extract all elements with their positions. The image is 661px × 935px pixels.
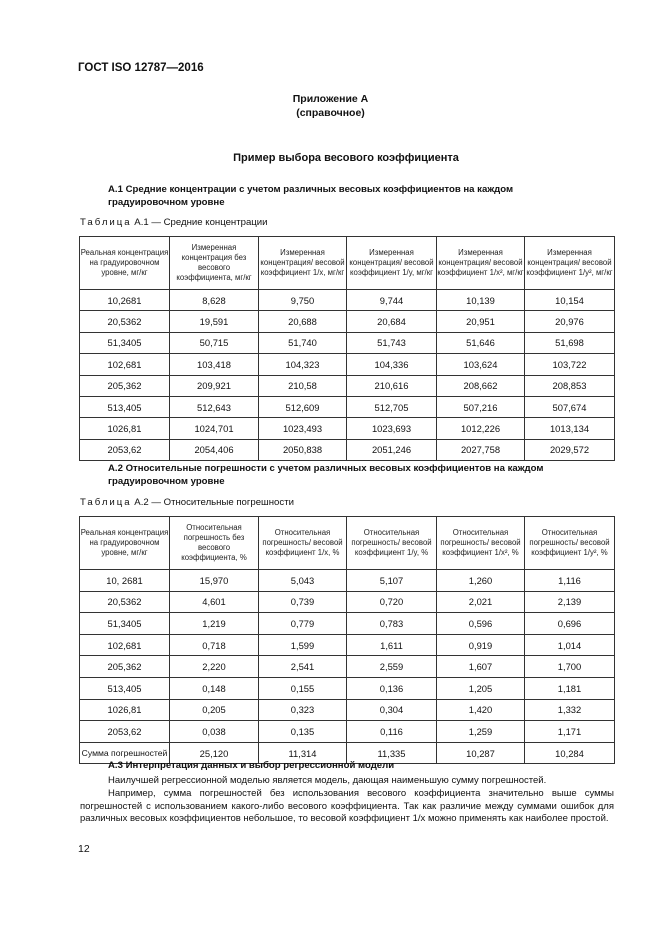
table-a2-cell: 15,970 — [170, 570, 259, 592]
table-a1-cell: 104,323 — [259, 354, 347, 375]
table-a2-cell: 0,148 — [170, 677, 259, 699]
table-a2-cell: 1,420 — [437, 699, 525, 721]
table-a2-header: Реальная концентрация на градуировочном уровне, мг/кг — [80, 517, 170, 570]
annex-subtitle: (справочное) — [296, 107, 365, 119]
table-a1-row — [80, 375, 615, 396]
section-a3-heading: А.3 Интерпретация данных и выбор регрессионной модели — [108, 760, 395, 771]
table-a1-cell: 2054,406 — [170, 439, 259, 460]
table-a1-header: Измеренная концентрация/ весовой коэффициент 1/x, мг/кг — [259, 237, 347, 290]
table-a1-cell: 10,2681 — [80, 290, 170, 311]
table-a1-cell: 2029,572 — [525, 439, 615, 460]
table-a1-cell: 1023,693 — [347, 418, 437, 439]
table-a1-body — [80, 290, 615, 461]
table-a2-cell: 1,259 — [437, 721, 525, 743]
table-a2-cell: 513,405 — [80, 677, 170, 699]
table-a2-cell: 1,171 — [525, 721, 615, 743]
table-a2-cell: 2,541 — [259, 656, 347, 678]
table-a2-cell: 2,220 — [170, 656, 259, 678]
paragraph-conclusion-text: Наилучшей регрессионной моделью является модель, дающая наименьшую сумму погрешностей. — [108, 775, 547, 786]
table-a1-cell: 1012,226 — [437, 418, 525, 439]
table-a2-cell: 0,323 — [259, 699, 347, 721]
table-a2-cell: 0,596 — [437, 613, 525, 635]
table-a1-cell: 102,681 — [80, 354, 170, 375]
table-a1-header: Измеренная концентрация/ весовой коэффициент 1/x², мг/кг — [437, 237, 525, 290]
table-a2-row — [80, 699, 615, 721]
table-a2-cell: 1,181 — [525, 677, 615, 699]
table-a1-cell: 8,628 — [170, 290, 259, 311]
table-a2-cell: 20,5362 — [80, 591, 170, 613]
table-a1-cell: 20,951 — [437, 311, 525, 332]
table-a2-row — [80, 656, 615, 678]
table-a2-caption-text: А.2 — Относительные погрешности — [134, 497, 294, 508]
table-a2-cell: 0,779 — [259, 613, 347, 635]
table-a2-cell: 0,696 — [525, 613, 615, 635]
table-a2-cell: 1,205 — [437, 677, 525, 699]
table-a2-cell: 205,362 — [80, 656, 170, 678]
table-a1-header: Реальная концентрация на градуировочном уровне, мг/кг — [80, 237, 170, 290]
table-a1-cell: 9,744 — [347, 290, 437, 311]
table-a2-cell: 0,718 — [170, 634, 259, 656]
table-a2-cell: 1,219 — [170, 613, 259, 635]
table-a1-row — [80, 354, 615, 375]
table-a2-cell: 1,014 — [525, 634, 615, 656]
table-a1-cell: 208,662 — [437, 375, 525, 396]
table-a2-cell: 0,136 — [347, 677, 437, 699]
table-a2-cell: 4,601 — [170, 591, 259, 613]
table-a2-cell: 1,116 — [525, 570, 615, 592]
table-a2 — [79, 516, 615, 764]
table-a2-caption-prefix: Таблица — [80, 497, 132, 508]
table-a1-cell: 20,5362 — [80, 311, 170, 332]
table-a2-cell: 1,332 — [525, 699, 615, 721]
section-a2-heading: А.2 Относительные погрешности с учетом различных весовых коэффициентов на каждом градуировочном уровне — [108, 463, 544, 487]
table-a1-cell: 1026,81 — [80, 418, 170, 439]
table-a2-row — [80, 591, 615, 613]
table-a1-cell: 512,643 — [170, 396, 259, 417]
table-a1-cell: 1023,493 — [259, 418, 347, 439]
table-a1-cell: 9,750 — [259, 290, 347, 311]
table-a1-cell: 1024,701 — [170, 418, 259, 439]
table-a2-cell: 0,783 — [347, 613, 437, 635]
table-a1-cell: 20,976 — [525, 311, 615, 332]
table-a1-cell: 19,591 — [170, 311, 259, 332]
main-title: Пример выбора весового коэффициента — [233, 152, 459, 164]
table-a1-cell: 51,740 — [259, 332, 347, 353]
table-a2-cell: 2053,62 — [80, 721, 170, 743]
table-a2-row — [80, 721, 615, 743]
annex-title: Приложение А — [292, 93, 369, 105]
table-a2-cell: 0,720 — [347, 591, 437, 613]
paragraph-example-text: Например, сумма погрешностей без использования весового коэффициента значительно выше суммы погрешностей с использованием какого-либо весового коэффициента. Так как различие между суммами ошибок для различных весовых коэффициентов небольшое, то весовой коэффициент 1/x можно применять как наиболее простой. — [80, 788, 614, 825]
table-a1-cell: 50,715 — [170, 332, 259, 353]
table-a2-caption — [80, 497, 294, 508]
table-a2-cell: 1,611 — [347, 634, 437, 656]
table-a2-row — [80, 613, 615, 635]
table-a1-header-row — [80, 237, 615, 290]
table-a1-cell: 2053,62 — [80, 439, 170, 460]
table-a2-cell: 0,135 — [259, 721, 347, 743]
table-a2-cell: 2,559 — [347, 656, 437, 678]
table-a1-cell: 507,216 — [437, 396, 525, 417]
table-a1-cell: 104,336 — [347, 354, 437, 375]
page-number: 12 — [78, 843, 90, 855]
table-a1-cell: 1013,134 — [525, 418, 615, 439]
table-a2-total-label: Сумма погрешностей — [80, 742, 170, 764]
table-a2-header: Относительная погрешность/ весовой коэффициент 1/y, % — [347, 517, 437, 570]
paragraph-conclusion — [80, 775, 614, 788]
table-a1-cell: 103,624 — [437, 354, 525, 375]
table-a1-cell: 210,616 — [347, 375, 437, 396]
table-a1-header: Измеренная концентрация/ весовой коэффициент 1/y, мг/кг — [347, 237, 437, 290]
table-a1-header: Измеренная концентрация/ весовой коэффициент 1/y², мг/кг — [525, 237, 615, 290]
table-a2-cell: 0,116 — [347, 721, 437, 743]
table-a2-cell: 0,205 — [170, 699, 259, 721]
table-a2-body — [80, 570, 615, 764]
table-a1-row — [80, 290, 615, 311]
table-a2-header-row — [80, 517, 615, 570]
table-a1-cell: 103,418 — [170, 354, 259, 375]
paragraph-example — [80, 788, 614, 826]
table-a2-header: Относительная погрешность/ весовой коэффициент 1/x, % — [259, 517, 347, 570]
table-a1-cell: 208,853 — [525, 375, 615, 396]
table-a1-cell: 2051,246 — [347, 439, 437, 460]
annex-heading — [0, 92, 661, 120]
table-a1 — [79, 236, 615, 461]
table-a2-cell: 1,700 — [525, 656, 615, 678]
table-a1-row — [80, 439, 615, 460]
section-a1-heading: А.1 Средние концентрации с учетом различных весовых коэффициентов на каждом градуировочном уровне — [108, 184, 514, 208]
table-a2-header: Относительная погрешность/ весовой коэффициент 1/x², % — [437, 517, 525, 570]
table-a1-cell: 2027,758 — [437, 439, 525, 460]
table-a2-total-cell: 11,335 — [347, 742, 437, 764]
table-a2-cell: 1,260 — [437, 570, 525, 592]
table-a2-cell: 1026,81 — [80, 699, 170, 721]
table-a2-cell: 0,155 — [259, 677, 347, 699]
table-a2-cell: 2,139 — [525, 591, 615, 613]
table-a2-cell: 1,607 — [437, 656, 525, 678]
table-a1-cell: 51,3405 — [80, 332, 170, 353]
table-a1-cell: 209,921 — [170, 375, 259, 396]
table-a1-cell: 512,609 — [259, 396, 347, 417]
table-a1-cell: 20,688 — [259, 311, 347, 332]
table-a2-row — [80, 634, 615, 656]
table-a2-cell: 0,919 — [437, 634, 525, 656]
table-a1-cell: 2050,838 — [259, 439, 347, 460]
table-a1-cell: 51,743 — [347, 332, 437, 353]
table-a2-total-cell: 10,284 — [525, 742, 615, 764]
table-a1-cell: 210,58 — [259, 375, 347, 396]
table-a1-row — [80, 311, 615, 332]
table-a2-cell: 5,043 — [259, 570, 347, 592]
table-a2-cell: 10, 2681 — [80, 570, 170, 592]
table-a2-total-cell: 10,287 — [437, 742, 525, 764]
table-a1-cell: 205,362 — [80, 375, 170, 396]
table-a2-cell: 0,038 — [170, 721, 259, 743]
table-a1-header: Измеренная концентрация без весового коэффициента, мг/кг — [170, 237, 259, 290]
table-a1-cell: 10,139 — [437, 290, 525, 311]
table-a1-cell: 51,646 — [437, 332, 525, 353]
table-a1-caption-prefix: Таблица — [80, 217, 132, 228]
standard-header: ГОСТ ISO 12787—2016 — [78, 62, 204, 74]
table-a1-row — [80, 332, 615, 353]
table-a1-cell: 20,684 — [347, 311, 437, 332]
table-a1-cell: 507,674 — [525, 396, 615, 417]
table-a2-cell: 102,681 — [80, 634, 170, 656]
table-a1-cell: 10,154 — [525, 290, 615, 311]
table-a2-header: Относительная погрешность/ весовой коэффициент 1/y², % — [525, 517, 615, 570]
table-a2-cell: 2,021 — [437, 591, 525, 613]
table-a1-cell: 513,405 — [80, 396, 170, 417]
table-a2-total-cell: 25,120 — [170, 742, 259, 764]
table-a1-row — [80, 418, 615, 439]
table-a1-cell: 512,705 — [347, 396, 437, 417]
table-a2-cell: 0,304 — [347, 699, 437, 721]
table-a2-cell: 0,739 — [259, 591, 347, 613]
table-a1-cell: 51,698 — [525, 332, 615, 353]
table-a1-cell: 103,722 — [525, 354, 615, 375]
table-a2-row — [80, 570, 615, 592]
table-a2-cell: 51,3405 — [80, 613, 170, 635]
table-a2-header: Относительная погрешность без весового коэффициента, % — [170, 517, 259, 570]
table-a2-row — [80, 677, 615, 699]
table-a2-total-cell: 11,314 — [259, 742, 347, 764]
table-a1-row — [80, 396, 615, 417]
table-a2-cell: 1,599 — [259, 634, 347, 656]
table-a2-cell: 5,107 — [347, 570, 437, 592]
table-a1-caption-text: А.1 — Средние концентрации — [134, 217, 268, 228]
table-a1-caption — [80, 217, 268, 228]
